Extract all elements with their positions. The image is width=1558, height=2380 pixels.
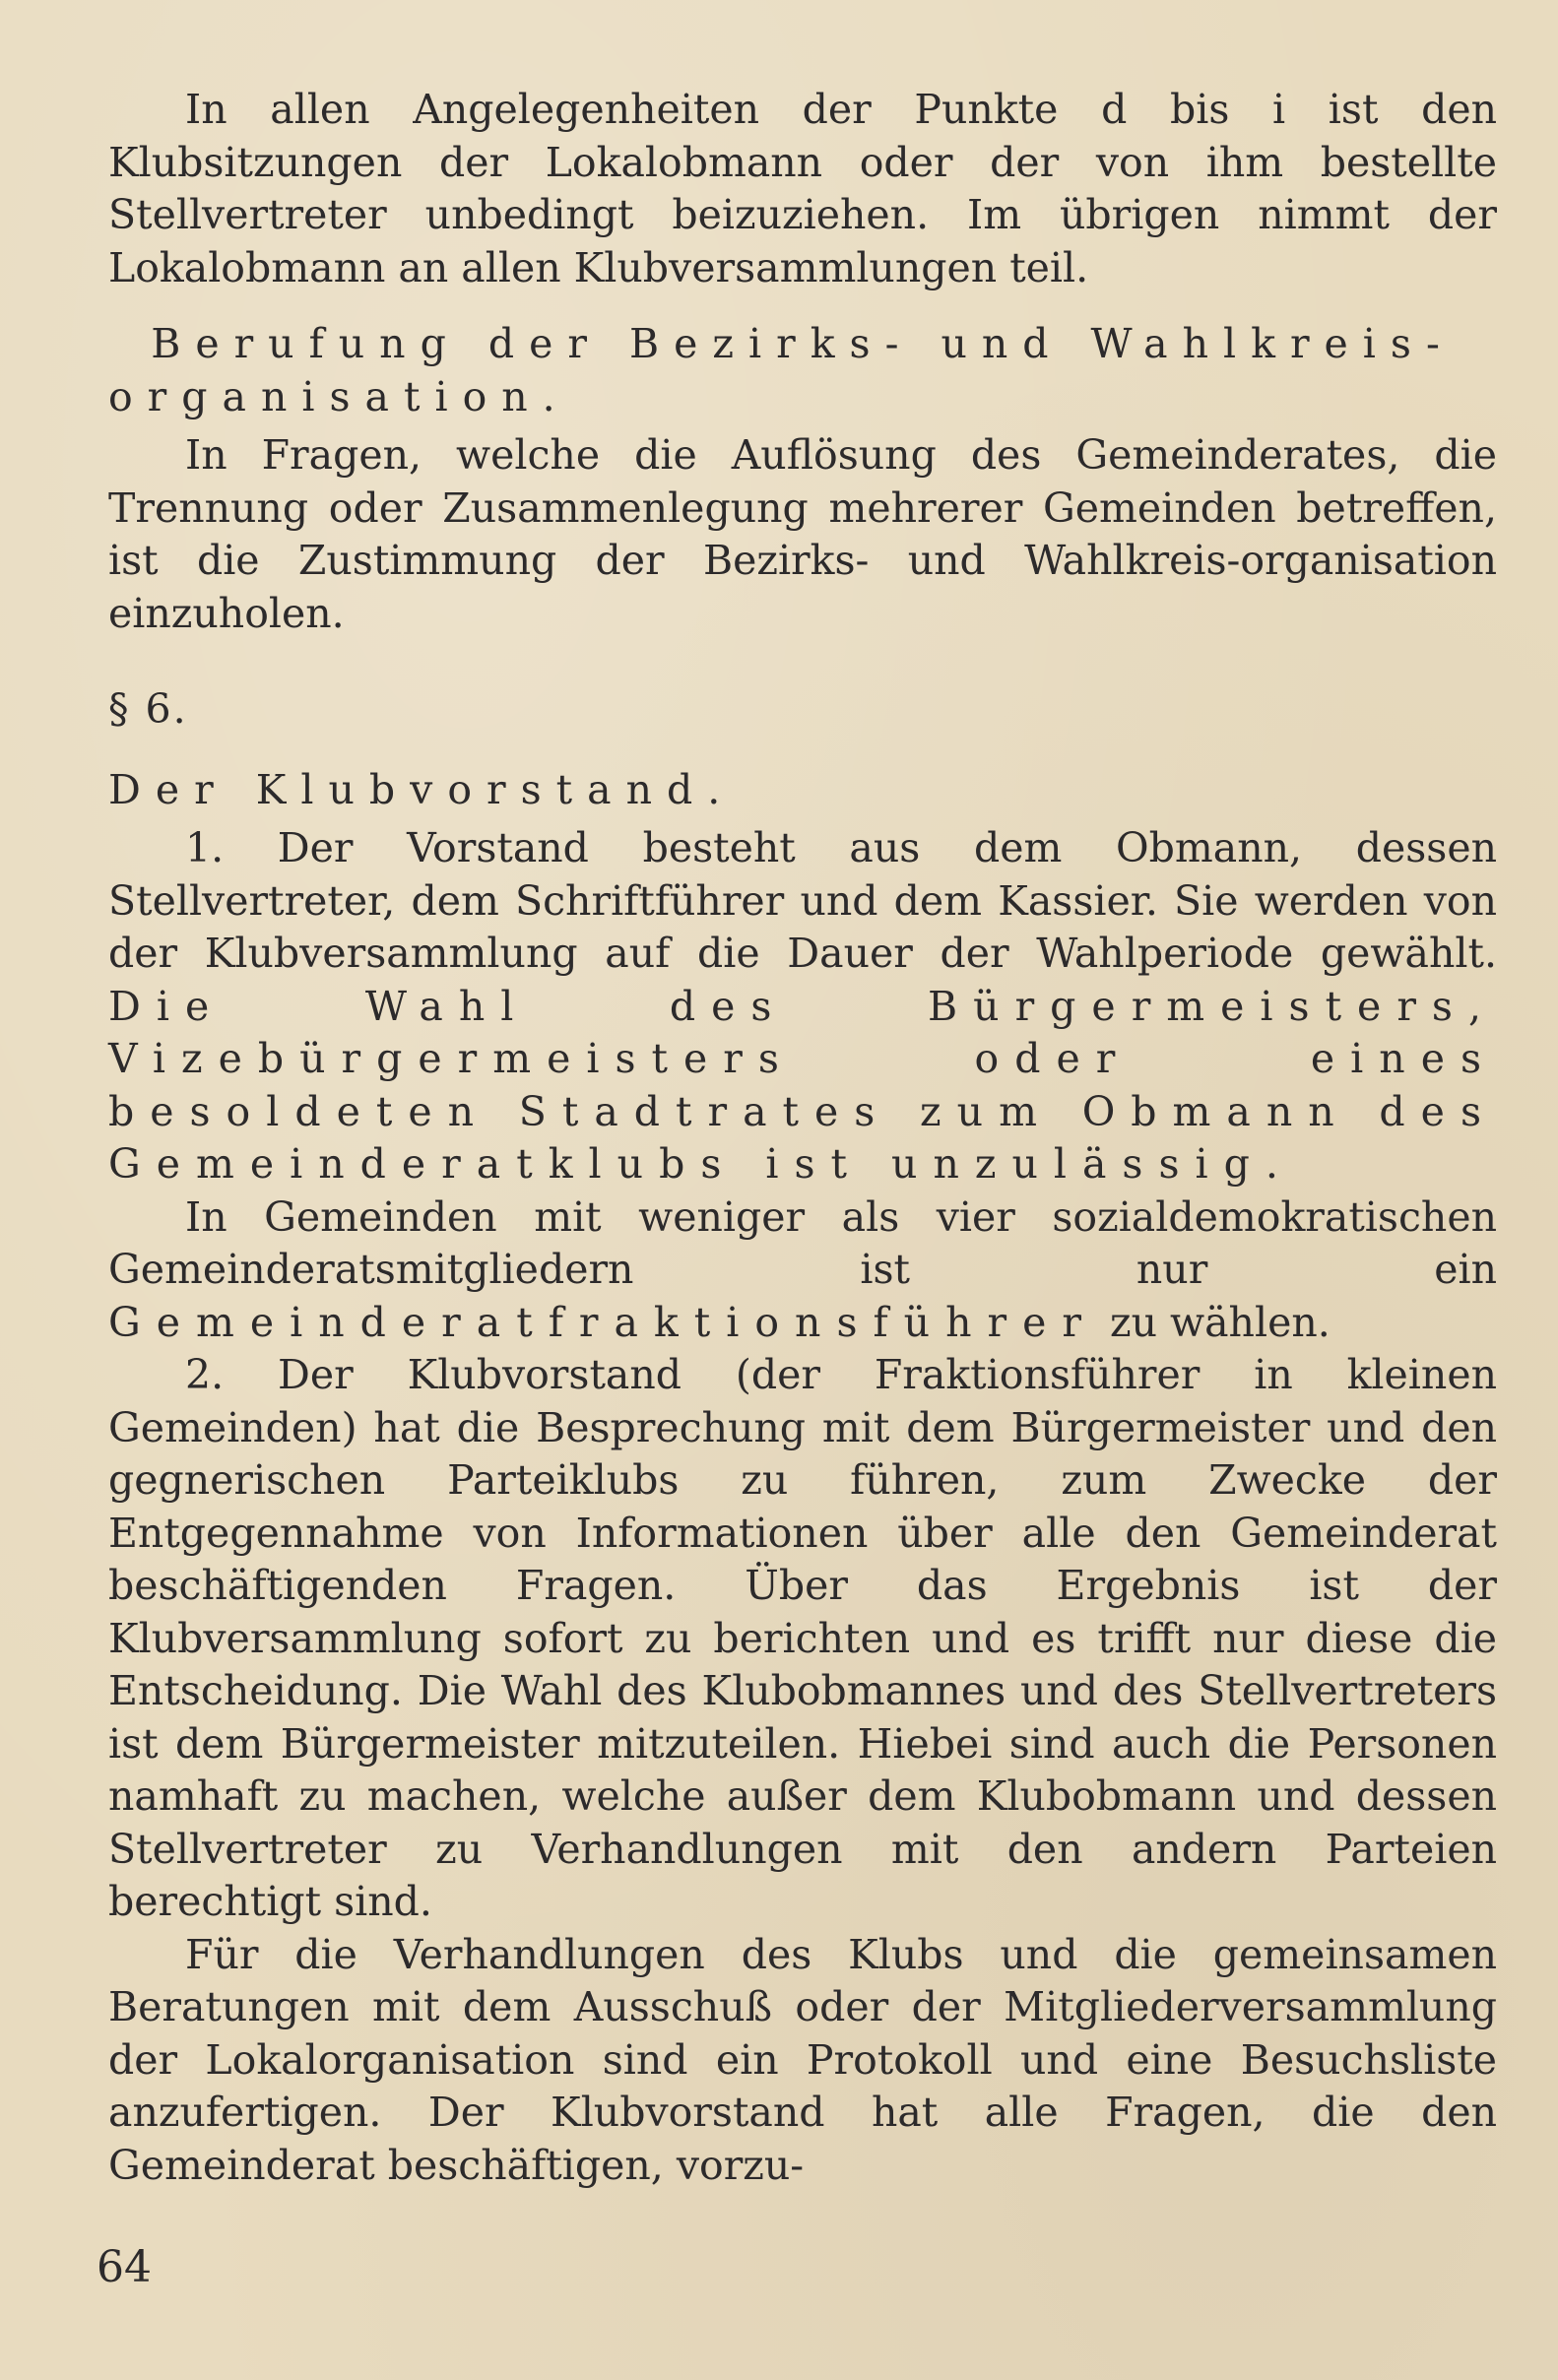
paragraph-approval: In Fragen, welche die Auflösung des Gemeinderates, die Trennung oder Zusammenlegung mehrerer Gemeinden betreffen, ist die Zustimmung der Bezirks- und Wahlkreis-organisation einzuholen. [108, 431, 1497, 637]
paragraph-club-meetings: In allen Angelegenheiten der Punkte d bis i ist den Klubsitzungen der Lokalobmann oder der von ihm bestellte Stellvertreter unbedingt beizuziehen. Im übrigen nimmt der Lokalobmann an allen Klubversammlungen teil. [108, 86, 1497, 291]
body-text [108, 84, 1497, 2192]
paragraph-board-composition [108, 822, 1497, 1191]
paragraph-board-composition-emphasis: Die Wahl des Bürgermeisters, Vizebürgermeisters oder eines besoldeten Stadtrates zum Obmann des Gemeinderatklubs ist unzulässig. [108, 982, 1497, 1188]
page-number: 64 [97, 2242, 152, 2292]
paragraph-board-composition-text: 1. Der Vorstand besteht aus dem Obmann, dessen Stellvertreter, dem Schriftführer und dem Kassier. Sie werden von der Klubversammlung auf die Dauer der Wahlperiode gewählt. [108, 824, 1497, 977]
paragraph-board-duties: 2. Der Klubvorstand (der Fraktionsführer in kleinen Gemeinden) hat die Besprechung mit dem Bürgermeister und den gegnerischen Parteiklubs zu führen, zum Zwecke der Entgegennahme von Informationen über alle den Gemeinderat beschäftigenden Fragen. Über das Ergebnis ist der Klubversammlung sofort zu berichten und es trifft nur diese die Entscheidung. Die Wahl des Klubobmannes und des Stellvertreters ist dem Bürgermeister mitzuteilen. Hiebei sind auch die Personen namhaft zu machen, welche außer dem Klubobmann und dessen Stellvertreter zu Verhandlungen mit den andern Parteien berechtigt sind. [108, 1351, 1497, 1925]
section-heading-klubvorstand: Der Klubvorstand. [108, 765, 736, 813]
paragraph-protocol: Für die Verhandlungen des Klubs und die gemeinsamen Beratungen mit dem Ausschuß oder der Mitgliederversammlung der Lokalorganisation sind ein Protokoll und eine Besuchsliste anzufertigen. Der Klubvorstand hat alle Fragen, die den Gemeinderat beschäftigen, vorzu- [108, 1930, 1497, 2189]
paragraph-small-communities-end: zu wählen. [1096, 1298, 1331, 1346]
paragraph-small-communities-text: In Gemeinden mit weniger als vier sozialdemokratischen Gemeinderatsmitgliedern ist nur ein [108, 1192, 1497, 1293]
section-heading-berufung: Berufung der Bezirks- und Wahlkreis-organisation. [108, 320, 1455, 420]
paragraph-small-communities-emphasis: Gemeinderatfraktionsführer [108, 1298, 1097, 1346]
paragraph-small-communities [108, 1191, 1497, 1350]
section-number: § 6. [108, 685, 188, 733]
